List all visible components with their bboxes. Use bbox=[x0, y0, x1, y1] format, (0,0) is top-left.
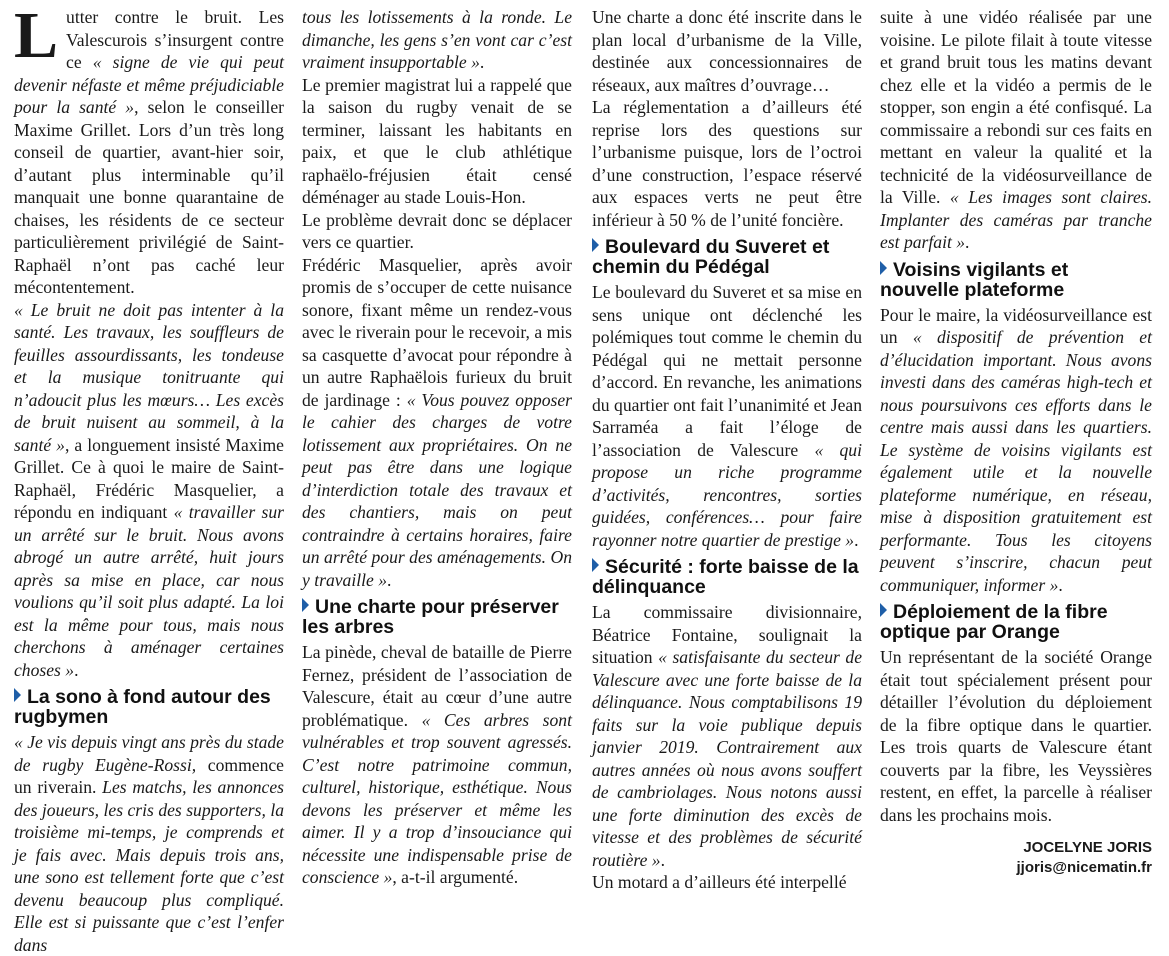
triangle-bullet-icon bbox=[14, 688, 21, 702]
text: , a-t-il argumenté. bbox=[392, 867, 519, 887]
quote: « qui propose un riche programme d’activités, rencontres, sorties guidées, conférences… pour faire rayonner notre quartier de prestige » bbox=[592, 439, 862, 550]
text: commence un riverain. bbox=[14, 754, 284, 797]
paragraph bbox=[592, 601, 862, 871]
text: , a longuement insisté Maxime Grillet. Ce à quoi le maire de Saint-Raphaël, Frédéric Masquelier, a répondu en indiquant bbox=[14, 434, 284, 522]
paragraph: La réglementation a d’ailleurs été reprise lors des questions sur l’urbanisme puisque, lors de l’octroi d’une construction, l’espace réservé aux espaces verts ne peut être inférieur à 50 % de l’unité foncière. bbox=[592, 97, 862, 230]
column-2 bbox=[302, 6, 572, 887]
paragraph: Un motard a d’ailleurs été interpellé bbox=[592, 872, 847, 892]
text: Pour le maire, la vidéosurveillance est un bbox=[880, 304, 1152, 347]
paragraph-intro bbox=[14, 0, 284, 299]
paragraph bbox=[302, 641, 572, 889]
quote: « Ces arbres sont vulnérables et trop souvent agressés. C’est notre patrimoine commun, culturel, historique, esthétique. Nous devons les préserver et même les aimer. Il y a trop d’insouciance qui nécessite une indispensable prise de conscience » bbox=[302, 709, 572, 887]
paragraph bbox=[302, 254, 572, 592]
triangle-bullet-icon bbox=[592, 238, 599, 252]
text: . bbox=[854, 529, 859, 550]
paragraph: Le problème devrait donc se déplacer vers ce quartier. bbox=[302, 209, 572, 252]
text: . bbox=[387, 569, 392, 590]
subheading-suveret bbox=[592, 237, 862, 277]
paragraph bbox=[302, 6, 572, 74]
triangle-bullet-icon bbox=[302, 598, 309, 612]
subheading-text: Une charte pour préserver les arbres bbox=[302, 596, 559, 638]
column-1 bbox=[14, 0, 285, 955]
text: . bbox=[479, 52, 485, 72]
paragraph: Une charte a donc été inscrite dans le plan local d’urbanisme de la Ville, destinée aux concessionnaires de réseaux, aux maîtres d’ouvrage… bbox=[592, 7, 862, 95]
paragraph: Un représentant de la société Orange était tout spécialement présent pour détailler l’évolution du déploiement de la fibre optique dans le quartier. Les trois quarts de Valescure étant couverts par la fibre, les Veyssières restent, en effet, la parcelle à réaliser dans les prochains mois. bbox=[880, 647, 1152, 825]
quote: « satisfaisante du secteur de Valescure avec une forte baisse de la délinquance. Nous comptabilisons 19 faits sur la voie publique depuis janvier 2019. Contrairement aux autres années où nous avons souffert de cambriolages. Nous notons aussi une forte diminution des excès de vitesse et des problèmes de sécurité routière » bbox=[592, 647, 862, 870]
subheading-text: Déploiement de la fibre optique par Orange bbox=[880, 601, 1108, 643]
triangle-bullet-icon bbox=[880, 261, 887, 275]
text: . bbox=[965, 232, 970, 252]
quote: « Je vis depuis vingt ans près du stade de rugby Eugène-Rossi, bbox=[14, 732, 284, 775]
text: La pinède, cheval de bataille de Pierre Fernez, président de l’association de Valescure, était au cœur d’une autre problématique. bbox=[302, 642, 572, 730]
triangle-bullet-icon bbox=[880, 603, 887, 617]
paragraph bbox=[14, 299, 284, 682]
subheading-charte bbox=[302, 597, 572, 637]
author-email: jjoris@nicematin.fr bbox=[1016, 859, 1152, 876]
author-name: JOCELYNE JORIS bbox=[1023, 839, 1152, 856]
subheading-voisins bbox=[880, 260, 1152, 300]
byline bbox=[880, 838, 1152, 878]
subheading-fibre bbox=[880, 602, 1152, 642]
quote: « travailler sur un arrêté sur le bruit. Nous avons abrogé un autre arrêté, huit jours après sa mise en place, car nous voulions qu’il soit plus adapté. La loi est la même pour tous, mais nous cherchons à aménager certaines choses » bbox=[14, 502, 284, 680]
quote: « Le bruit ne doit pas intenter à la santé. Les travaux, les souffleurs de feuilles assourdissants, les tondeuse et la musique tonitruante qui n’adoucit plus les mœurs… Les excès de bruit nuisent au sommeil, à la santé » bbox=[14, 299, 284, 455]
text: La commissaire divisionnaire, Béatrice Fontaine, soulignait la situation bbox=[592, 602, 862, 667]
subheading-sono bbox=[14, 687, 284, 727]
triangle-bullet-icon bbox=[592, 558, 599, 572]
quote: « dispositif de prévention et d’élucidation important. Nous avons investi dans des caméras high-tech et nous poursuivons ces efforts dans le centre mais aussi dans les quartiers. Le système de voisins vigilants est également utile et la nouvelle plateforme numérique, en réseau, mise à disposition gratuitement est performante. Tous les citoyens peuvent s’inscrire, chacun peut communiquer, informer » bbox=[880, 327, 1152, 595]
paragraph bbox=[14, 731, 284, 956]
text: suite à une vidéo réalisée par une voisine. Le pilote filait à toute vitesse et grand bruit tous les matins devant chez elle et la vidéo a permis de le stopper, son engin a été confisqué. La commissaire a rebondi sur ces faits en mettant en valeur la qualité et la technicité de la vidéosurveillance de la Ville. bbox=[880, 7, 1152, 207]
quote: « Les images sont claires. Implanter des caméras par tranche est parfait » bbox=[880, 187, 1152, 252]
quote: tous les lotissements à la ronde. Le dimanche, les gens s’en vont car c’est vraiment insupportable » bbox=[302, 7, 572, 72]
text: . bbox=[74, 659, 79, 680]
text: . bbox=[660, 849, 665, 870]
paragraph bbox=[880, 6, 1152, 254]
paragraph: Le premier magistrat lui a rappelé que la saison du rugby venait de se terminer, laissant les habitants en paix, et que le club athlétique raphaëlo-fréjusien était censé déménager au stade Louis-Hon. bbox=[302, 74, 572, 207]
text: , selon le conseiller Maxime Grillet. Lors d’un très long conseil de quartier, avant-hier soir, d’autant plus interminable qu’il manquait une bonne quarantaine de chaises, les résidents de ce secteur particulièrement privilégié de Saint-Raphaël n’ont pas caché leur mécontentement. bbox=[14, 97, 284, 297]
quote: « signe de vie qui peut devenir néfaste et même préjudiciable pour la santé » bbox=[14, 52, 284, 117]
subheading-securite bbox=[592, 557, 862, 597]
text: utter contre le bruit. Les Valescurois s’insurgent contre ce bbox=[66, 7, 284, 72]
column-4 bbox=[880, 6, 1152, 876]
subheading-text: Sécurité : forte baisse de la délinquance bbox=[592, 556, 859, 598]
text: . bbox=[1058, 574, 1063, 595]
paragraph bbox=[880, 304, 1152, 597]
quote: Les matchs, les annonces des joueurs, les cris des supporters, la troisième mi-temps, je comprends et je fais avec. Mais depuis trois ans, une sono est tellement forte que c’est devenu beaucoup plus compliqué. Elle est si puissante que c’est l’enfer dans bbox=[14, 777, 285, 955]
subheading-text: Voisins vigilants et nouvelle plateforme bbox=[880, 258, 1069, 301]
column-3 bbox=[592, 6, 862, 892]
text: Frédéric Masquelier, après avoir promis de s’occuper de cette nuisance sonore, fixant même un rendez-vous avec le riverain pour le recevoir, a mis sa casquette d’avocat pour répondre à un autre Raphaëlois furieux du bruit de jardinage : bbox=[302, 254, 572, 410]
quote: « Vous pouvez opposer le cahier des charges de votre lotissement aux propriétaires. On ne peut pas être dans une logique d’interdiction totale des travaux et des chantiers, mais on peut contraindre à certains horaires, faire un arrêté pour des aménagements. On y travaille » bbox=[302, 389, 572, 590]
subheading-text: Boulevard du Suveret et chemin du Pédégal bbox=[592, 236, 830, 278]
subheading-text: La sono à fond autour des rugbymen bbox=[14, 686, 271, 728]
drop-cap: L bbox=[14, 0, 59, 72]
paragraph bbox=[592, 281, 862, 551]
text: Le boulevard du Suveret et sa mise en sens unique ont déclenché les polémiques tout comme le chemin du Pédégal qui ne mettait personne d’accord. En revanche, les animations du quartier ont fait l’unanimité et Jean Sarraméa a fait l’éloge de l’association de Valescure bbox=[592, 282, 862, 460]
